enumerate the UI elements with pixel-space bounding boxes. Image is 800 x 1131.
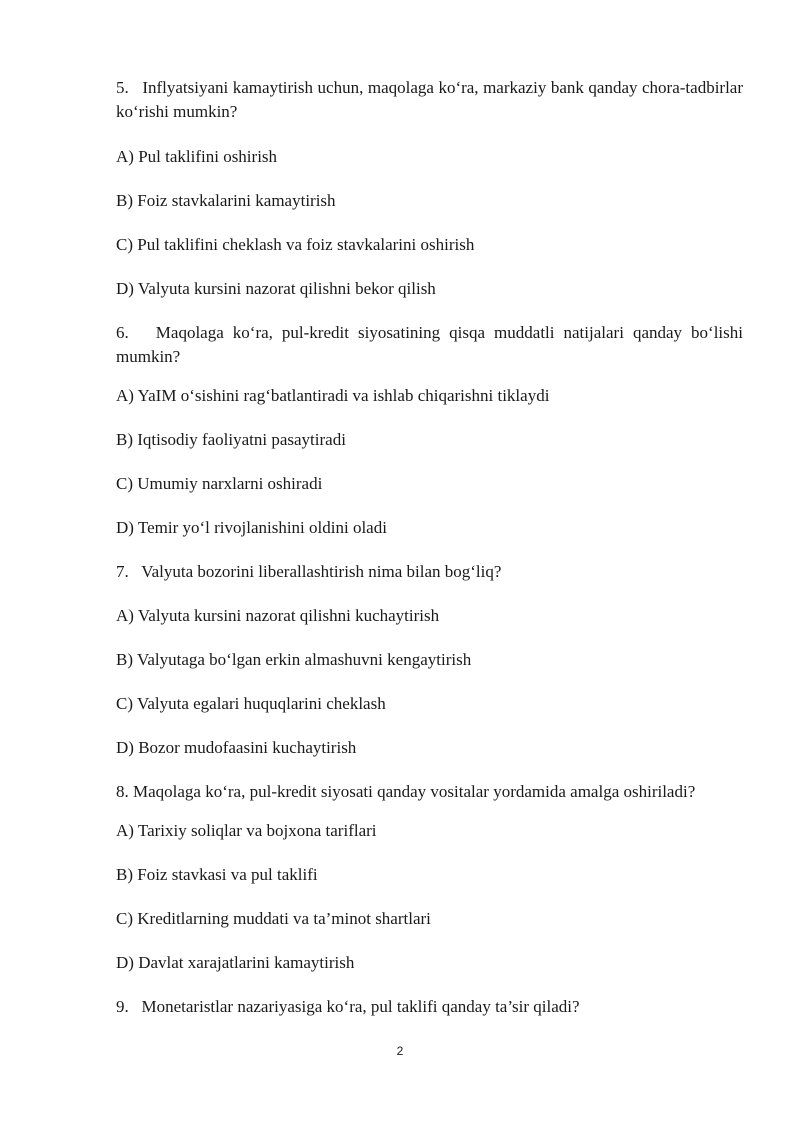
option-a: A) Pul taklifini oshirish <box>116 147 278 166</box>
question-number: 6. <box>116 323 129 342</box>
question-8 <box>116 780 743 804</box>
option-d: D) Valyuta kursini nazorat qilishni bekor qilish <box>116 279 436 298</box>
question-9 <box>116 995 743 1019</box>
question-number: 8. <box>116 782 129 801</box>
option-a: A) Tarixiy soliqlar va bojxona tariflari <box>116 821 377 840</box>
question-number: 9. <box>116 997 129 1016</box>
option-b: B) Foiz stavkasi va pul taklifi <box>116 865 318 884</box>
question-6 <box>116 321 743 369</box>
question-5 <box>116 76 743 124</box>
question-text: Maqolaga ko‘ra, pul-kredit siyosatining qisqa muddatli natijalari qanday bo‘lishi mumkin? <box>116 323 743 366</box>
question-7 <box>116 560 743 584</box>
option-c: C) Pul taklifini cheklash va foiz stavkalarini oshirish <box>116 235 475 254</box>
question-number: 5. <box>116 78 129 97</box>
question-text: Inflyatsiyani kamaytirish uchun, maqolaga ko‘ra, markaziy bank qanday chora-tadbirlar ko‘rishi mumkin? <box>116 78 744 121</box>
option-b: B) Iqtisodiy faoliyatni pasaytiradi <box>116 430 346 449</box>
option-d: D) Bozor mudofaasini kuchaytirish <box>116 738 357 757</box>
questions-list <box>116 76 743 1034</box>
question-text: Valyuta bozorini liberallashtirish nima bilan bog‘liq? <box>141 562 502 581</box>
question-number: 7. <box>116 562 129 581</box>
page-number: 2 <box>396 1044 404 1058</box>
option-a: A) Valyuta kursini nazorat qilishni kuchaytirish <box>116 606 440 625</box>
question-text: Maqolaga ko‘ra, pul-kredit siyosati qanday vositalar yordamida amalga oshiriladi? <box>133 782 696 801</box>
option-c: C) Valyuta egalari huquqlarini cheklash <box>116 694 386 713</box>
option-b: B) Foiz stavkalarini kamaytirish <box>116 191 336 210</box>
question-text: Monetaristlar nazariyasiga ko‘ra, pul taklifi qanday ta’sir qiladi? <box>141 997 580 1016</box>
option-a: A) YaIM o‘sishini rag‘batlantiradi va ishlab chiqarishni tiklaydi <box>116 386 550 405</box>
option-c: C) Umumiy narxlarni oshiradi <box>116 474 323 493</box>
option-d: D) Temir yo‘l rivojlanishini oldini oladi <box>116 518 387 537</box>
option-b: B) Valyutaga bo‘lgan erkin almashuvni kengaytirish <box>116 650 472 669</box>
option-d: D) Davlat xarajatlarini kamaytirish <box>116 953 355 972</box>
option-c: C) Kreditlarning muddati va ta’minot shartlari <box>116 909 431 928</box>
